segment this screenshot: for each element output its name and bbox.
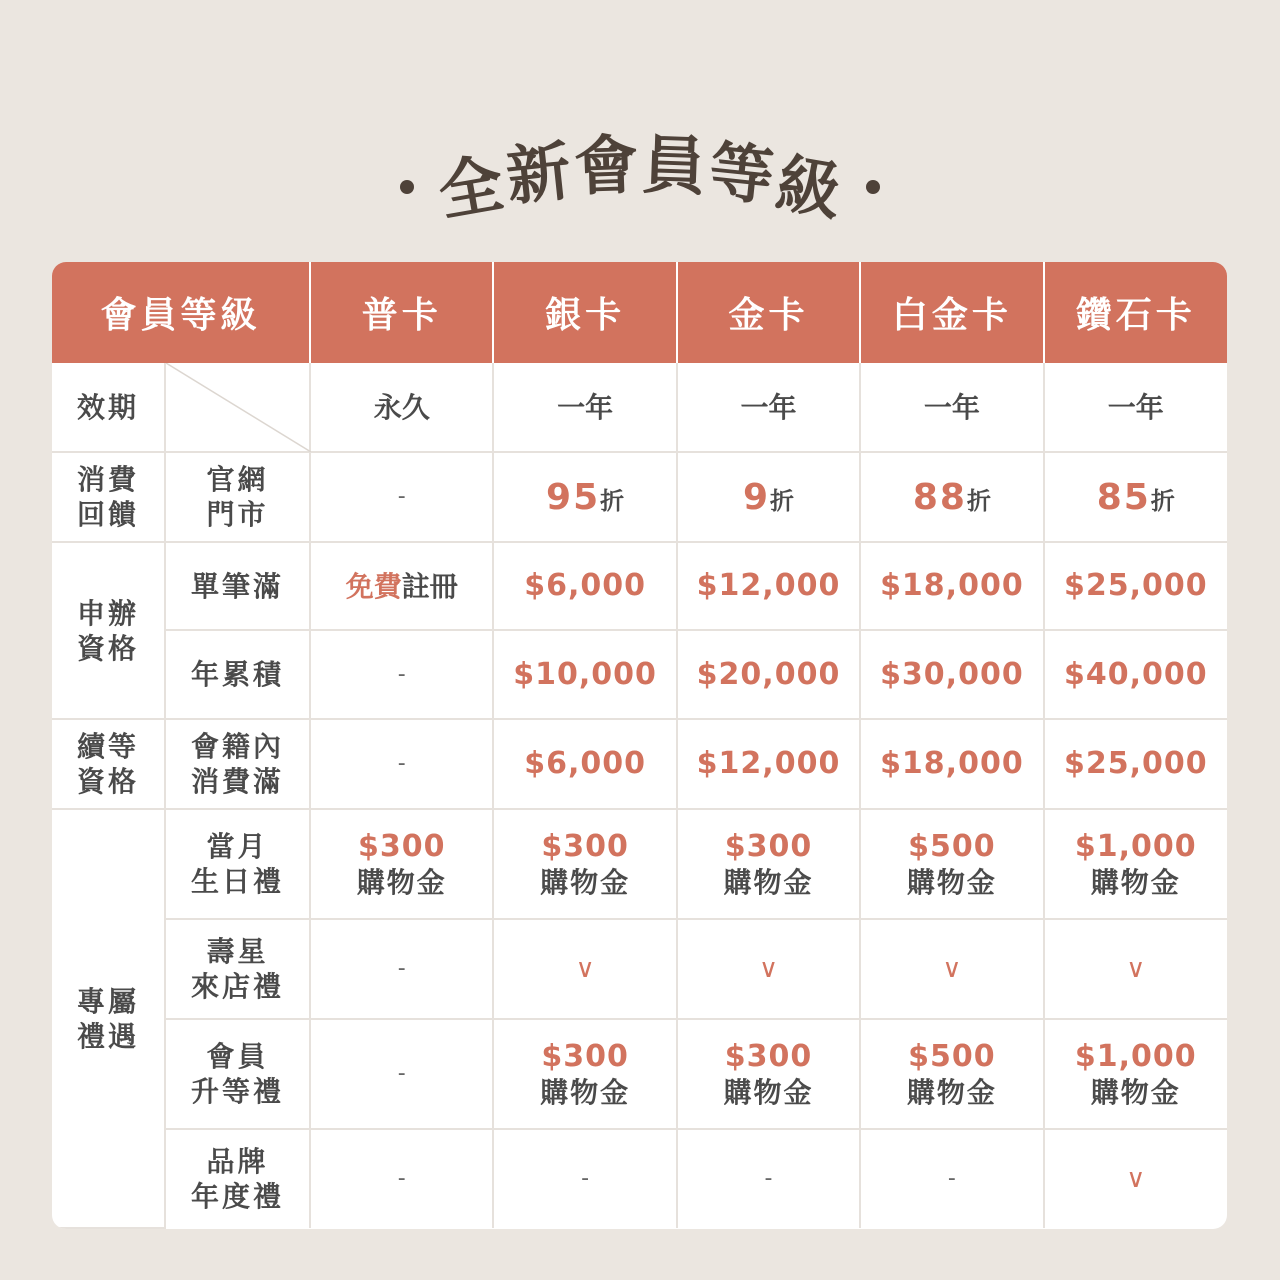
discount-unit: 折 [600, 486, 625, 515]
money-value: $30,000 [860, 630, 1043, 719]
money-value: $6,000 [493, 719, 676, 809]
perks-label [52, 809, 165, 1228]
membership-table [52, 262, 1227, 1229]
gift-value [677, 1019, 860, 1129]
label-line: 消費 [76, 463, 139, 496]
tier-platinum: 白金卡 [860, 262, 1043, 363]
gift-amount: $500 [908, 828, 996, 864]
dash-value: - [677, 1129, 860, 1228]
gift-unit: 購物金 [356, 866, 447, 900]
gift-value [1044, 809, 1227, 919]
check-icon: ∨ [1126, 1163, 1146, 1194]
gift-value [860, 1019, 1043, 1129]
validity-row [52, 363, 1227, 452]
label-line: 門市 [206, 498, 269, 531]
money-value: $12,000 [677, 719, 860, 809]
label-line: 年度禮 [191, 1180, 285, 1213]
dash-value: - [310, 919, 493, 1019]
free-register [310, 542, 493, 630]
dash-value: - [310, 719, 493, 809]
rebate-label [52, 452, 165, 542]
gift-value [493, 809, 676, 919]
money-value: $10,000 [493, 630, 676, 719]
money-value: $25,000 [1044, 542, 1227, 630]
visit-sub-label [165, 919, 310, 1019]
gift-amount: $300 [541, 1038, 629, 1074]
gift-amount: $500 [908, 1038, 996, 1074]
free-text: 免費 [345, 569, 402, 603]
title-dot-left [400, 180, 414, 194]
validity-label: 效期 [52, 363, 165, 452]
discount-number: 9 [742, 476, 771, 518]
membership-table-card [52, 262, 1227, 1229]
label-line: 資格 [76, 631, 139, 665]
title-char: 級 [771, 146, 847, 231]
diagonal-cell [165, 363, 310, 452]
check-icon: ∨ [1044, 919, 1227, 1019]
title-dot-right [866, 180, 880, 194]
label-line: 會籍內 [191, 730, 285, 763]
discount-value [1044, 452, 1227, 542]
gift-value [493, 1019, 676, 1129]
validity-value: 一年 [677, 363, 860, 452]
tier-normal: 普卡 [310, 262, 493, 363]
label-line: 來店禮 [191, 970, 285, 1003]
gift-unit: 購物金 [1090, 1076, 1181, 1110]
gift-amount: $300 [357, 828, 446, 864]
check-icon: ∨ [860, 919, 1043, 1019]
dash-value: - [310, 1019, 493, 1129]
gift-value [1044, 1019, 1227, 1129]
money-value: $20,000 [677, 630, 860, 719]
brand-row [52, 1129, 1227, 1228]
apply-label [52, 542, 165, 719]
brand-sub-label [165, 1129, 310, 1228]
label-line: 回饋 [76, 498, 139, 531]
gift-unit: 購物金 [723, 1076, 814, 1110]
label-line: 申辦 [76, 596, 139, 630]
tier-diamond: 鑽石卡 [1044, 262, 1227, 363]
check-icon: ∨ [493, 919, 676, 1019]
label-line: 當月 [206, 830, 269, 863]
discount-unit: 折 [770, 486, 795, 515]
gift-value [677, 809, 860, 919]
gift-amount: $1,000 [1074, 828, 1197, 864]
dash-value: - [310, 1129, 493, 1228]
tier-gold: 金卡 [677, 262, 860, 363]
gift-unit: 購物金 [906, 866, 997, 900]
gift-unit: 購物金 [540, 1076, 631, 1110]
validity-value: 一年 [860, 363, 1043, 452]
discount-unit: 折 [1150, 486, 1175, 515]
money-value: $18,000 [860, 719, 1043, 809]
discount-value [677, 452, 860, 542]
apply-annual-label: 年累積 [165, 630, 310, 719]
discount-number: 85 [1096, 476, 1151, 518]
discount-value [493, 452, 676, 542]
dash-value: - [860, 1129, 1043, 1228]
page-title [0, 100, 1280, 230]
label-line: 官網 [206, 463, 269, 496]
gift-amount: $300 [724, 828, 813, 864]
label-line: 壽星 [206, 935, 269, 968]
label-line: 專屬 [76, 984, 139, 1018]
label-line: 消費滿 [191, 765, 285, 798]
renew-row [52, 719, 1227, 809]
apply-single-label: 單筆滿 [165, 542, 310, 630]
discount-number: 88 [912, 476, 967, 518]
gift-value [310, 809, 493, 919]
title-char: 等 [705, 134, 778, 216]
rebate-sub-label [165, 452, 310, 542]
title-char: 全 [433, 146, 509, 231]
validity-value: 永久 [310, 363, 493, 452]
header-row [52, 262, 1227, 363]
title-char: 會 [572, 128, 640, 206]
birthday-row [52, 809, 1227, 919]
label-line: 資格 [76, 765, 139, 798]
money-value: $12,000 [677, 542, 860, 630]
label-line: 禮遇 [76, 1019, 139, 1053]
validity-value: 一年 [493, 363, 676, 452]
dash-value: - [493, 1129, 676, 1228]
upgrade-sub-label [165, 1019, 310, 1129]
birthday-sub-label [165, 809, 310, 919]
money-value: $18,000 [860, 542, 1043, 630]
dash-value: - [310, 630, 493, 719]
check-icon: ∨ [677, 919, 860, 1019]
title-char: 員 [640, 128, 708, 206]
discount-value [860, 452, 1043, 542]
label-line: 生日禮 [191, 865, 285, 898]
apply-single-row [52, 542, 1227, 630]
label-line: 續等 [76, 730, 139, 763]
header-label: 會員等級 [52, 262, 310, 363]
dash-value: - [310, 452, 493, 542]
gift-unit: 購物金 [723, 866, 814, 900]
tier-silver: 銀卡 [493, 262, 676, 363]
rebate-row [52, 452, 1227, 542]
visit-row [52, 919, 1227, 1019]
upgrade-row [52, 1019, 1227, 1129]
gift-amount: $300 [724, 1038, 813, 1074]
renew-label [52, 719, 165, 809]
validity-value: 一年 [1044, 363, 1227, 452]
money-value: $6,000 [493, 542, 676, 630]
gift-unit: 購物金 [540, 866, 631, 900]
gift-unit: 購物金 [906, 1076, 997, 1110]
renew-sub-label [165, 719, 310, 809]
gift-unit: 購物金 [1090, 866, 1181, 900]
register-text: 註冊 [401, 569, 458, 603]
money-value: $25,000 [1044, 719, 1227, 809]
diagonal-line-icon [166, 363, 311, 452]
apply-annual-row [52, 630, 1227, 719]
label-line: 升等禮 [191, 1075, 285, 1108]
gift-amount: $1,000 [1074, 1038, 1197, 1074]
gift-value [860, 809, 1043, 919]
title-char: 新 [502, 134, 575, 216]
discount-number: 95 [546, 476, 601, 518]
discount-unit: 折 [966, 486, 991, 515]
money-value: $40,000 [1044, 630, 1227, 719]
label-line: 會員 [206, 1040, 269, 1073]
label-line: 品牌 [206, 1145, 269, 1178]
gift-amount: $300 [541, 828, 629, 864]
